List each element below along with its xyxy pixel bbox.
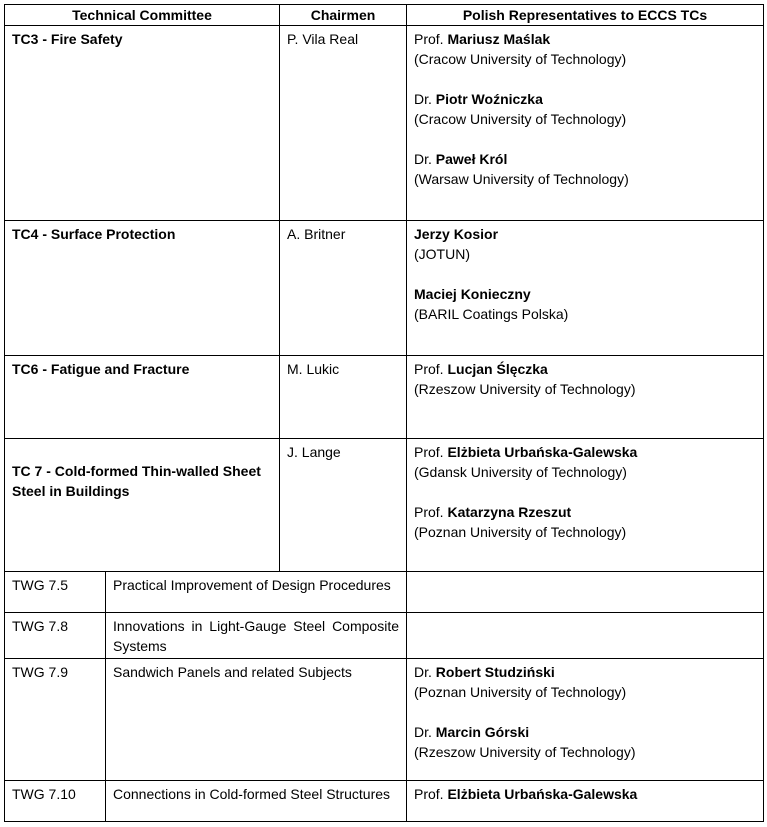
representative-name: Piotr Woźniczka [435, 91, 543, 107]
representative-org: (Poznan University of Technology) [414, 684, 627, 700]
committee-table [4, 4, 764, 822]
twg-code: TWG 7.10 [5, 781, 106, 822]
committee-name-text: TC 7 - Cold-formed Thin-walled Sheet Steel in Buildings [12, 463, 261, 499]
representatives [407, 613, 764, 659]
representative-org: (BARIL Coatings Polska) [414, 306, 569, 322]
representative-name: Maciej Konieczny [414, 286, 531, 302]
chairman: J. Lange [280, 439, 407, 572]
header-row [5, 5, 764, 26]
representative: Prof. Elżbieta Urbańska-Galewska (Gdansk University of Technology) [414, 444, 638, 480]
representatives [407, 659, 764, 781]
table-row [5, 781, 764, 822]
representative: Prof. Elżbieta Urbańska-Galewska [414, 786, 638, 802]
chairman: M. Lukic [280, 356, 407, 439]
table-row [5, 439, 764, 572]
committee-name [5, 439, 280, 572]
committee-name-text: TC3 - Fire Safety [12, 31, 123, 47]
table-row [5, 221, 764, 356]
representative: Dr. Marcin Górski (Rzeszow University of Technology) [414, 724, 636, 760]
representative-name: Katarzyna Rzeszut [447, 504, 572, 520]
committee-name [5, 221, 280, 356]
table-row [5, 659, 764, 781]
representative: Dr. Piotr Woźniczka (Cracow University of Technology) [414, 91, 627, 127]
committee-name-text: TC6 - Fatigue and Fracture [12, 361, 190, 377]
representative: Dr. Robert Studziński (Poznan University of Technology) [414, 664, 627, 700]
representative-org: (Cracow University of Technology) [414, 51, 627, 67]
table-row [5, 356, 764, 439]
header-representatives: Polish Representatives to ECCS TCs [407, 5, 764, 26]
committee-table-wrapper [4, 4, 763, 822]
representative-org: (Rzeszow University of Technology) [414, 744, 636, 760]
chairman: P. Vila Real [280, 26, 407, 221]
representative-org: (Poznan University of Technology) [414, 524, 627, 540]
representative: Prof. Mariusz Maślak (Cracow University of Technology) [414, 31, 627, 67]
twg-description: Practical Improvement of Design Procedures [106, 572, 407, 613]
table-row [5, 26, 764, 221]
representative: Prof. Katarzyna Rzeszut (Poznan University of Technology) [414, 504, 627, 540]
committee-name [5, 356, 280, 439]
representative [414, 284, 756, 324]
twg-description: Connections in Cold-formed Steel Structures [106, 781, 407, 822]
twg-code: TWG 7.8 [5, 613, 106, 659]
representative-name: Lucjan Ślęczka [447, 361, 548, 377]
representatives [407, 572, 764, 613]
twg-description: Innovations in Light-Gauge Steel Composite Systems [106, 613, 407, 659]
representative-org: (JOTUN) [414, 246, 470, 262]
representatives [407, 26, 764, 221]
chairman: A. Britner [280, 221, 407, 356]
representative-org: (Rzeszow University of Technology) [414, 381, 636, 397]
twg-code: TWG 7.5 [5, 572, 106, 613]
header-chairmen: Chairmen [280, 5, 407, 26]
representative: Prof. Lucjan Ślęczka (Rzeszow University of Technology) [414, 361, 636, 397]
representatives [407, 221, 764, 356]
representatives [407, 781, 764, 822]
committee-name-text: TC4 - Surface Protection [12, 226, 176, 242]
representative-name: Robert Studziński [435, 664, 555, 680]
representatives [407, 439, 764, 572]
representative: Dr. Paweł Król (Warsaw University of Technology) [414, 151, 629, 187]
representative-name: Marcin Górski [435, 724, 530, 740]
representative-name: Paweł Król [435, 151, 508, 167]
representatives [407, 356, 764, 439]
representative-name: Elżbieta Urbańska-Galewska [447, 786, 638, 802]
representative-org: (Warsaw University of Technology) [414, 171, 629, 187]
twg-code: TWG 7.9 [5, 659, 106, 781]
committee-name [5, 26, 280, 221]
representative-name: Elżbieta Urbańska-Galewska [447, 444, 638, 460]
representative-org: (Gdansk University of Technology) [414, 464, 627, 480]
representative-name: Mariusz Maślak [447, 31, 551, 47]
table-row [5, 613, 764, 659]
table-row [5, 572, 764, 613]
representative [414, 224, 756, 264]
header-committee: Technical Committee [5, 5, 280, 26]
representative-name: Jerzy Kosior [414, 226, 499, 242]
representative-org: (Cracow University of Technology) [414, 111, 627, 127]
twg-description: Sandwich Panels and related Subjects [106, 659, 407, 781]
